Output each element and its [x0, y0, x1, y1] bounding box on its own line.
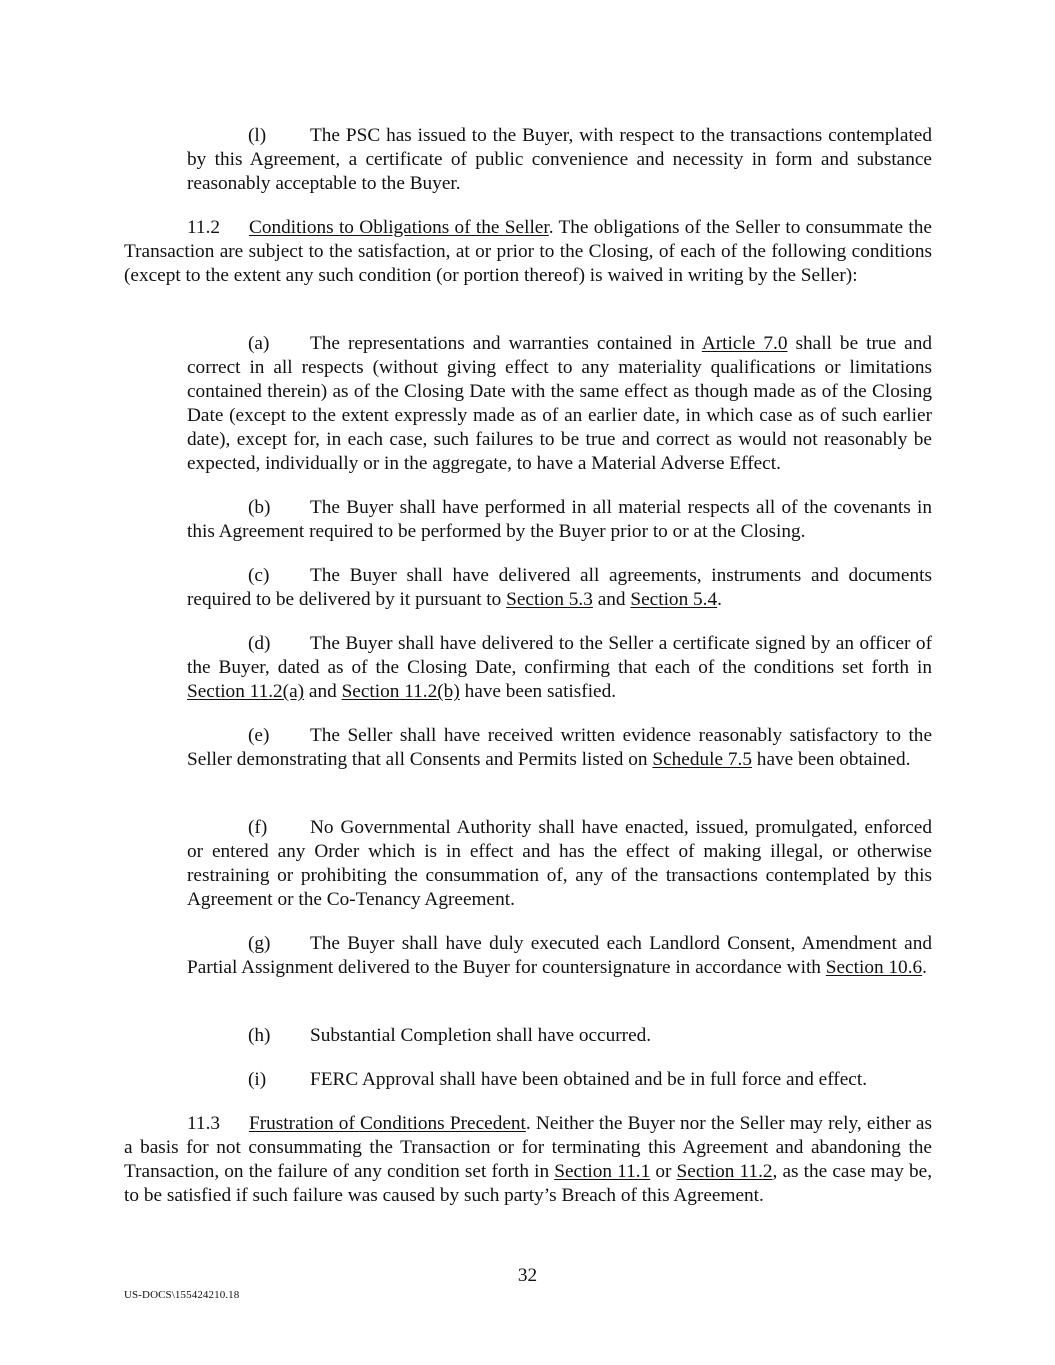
section-number: 11.2: [187, 217, 221, 238]
cross-reference-link[interactable]: Schedule 7.5: [652, 749, 752, 770]
section-11-3: [124, 1112, 932, 1208]
clause-c: [187, 564, 932, 612]
section-text: . Neither the Buyer nor the Seller may rely, either as a basis for not consummating the Transaction or for terminating this Agreement and abandoning the Transaction, on the failure of any condition set forth in: [124, 1113, 932, 1182]
clause-text: The Seller shall have received written evidence reasonably satisfactory to the Seller demonstrating that all Consents and Permits listed on: [187, 725, 932, 770]
cross-reference-link[interactable]: Section 10.6: [825, 957, 923, 978]
cross-reference-link[interactable]: Section 11.2(a): [187, 681, 305, 702]
clause-number: (i): [248, 1069, 267, 1090]
clause-text: The Buyer shall have duly executed each Landlord Consent, Amendment and Partial Assignment delivered to the Buyer for countersignature in accordance with: [187, 933, 932, 978]
cross-reference-link[interactable]: Section 5.3: [506, 589, 593, 610]
clause-f: [187, 816, 932, 912]
clause-text: No Governmental Authority shall have enacted, issued, promulgated, enforced or entered any Order which is in effect and has the effect of making illegal, or otherwise restraining or prohibiting the consummation of, any of the transactions contemplated by this Agreement or the Co-Tenancy Agreement.: [187, 817, 932, 910]
clause-h: [187, 1024, 932, 1048]
section-text: , as the case may be, to be satisfied if such failure was caused by such party’s Breach of this Agreement.: [124, 1161, 933, 1206]
clause-d: [187, 632, 932, 704]
section-number: 11.3: [187, 1113, 221, 1134]
cross-reference-link[interactable]: Section 11.1: [554, 1161, 651, 1182]
clause-text: .: [922, 957, 927, 978]
clause-i: [187, 1068, 932, 1092]
clause-text: Substantial Completion shall have occurred.: [310, 1025, 652, 1046]
clause-text: The Buyer shall have performed in all material respects all of the covenants in this Agreement required to be performed by the Buyer prior to or at the Closing.: [187, 497, 932, 542]
clause-e: [187, 724, 932, 772]
clause-number: (h): [248, 1025, 271, 1046]
clause-number: (e): [248, 725, 270, 746]
clause-number: (c): [248, 565, 270, 586]
clause-text: FERC Approval shall have been obtained and be in full force and effect.: [310, 1069, 868, 1090]
cross-reference-link[interactable]: Section 5.4: [630, 589, 718, 610]
clause-text: shall be true and correct in all respects (without giving effect to any materiality qualifications or limitations contained therein) as of the Closing Date with the same effect as though made as of the Closing Date (except to the extent expressly made as of an earlier date, in which case as of such earlier date), except for, in each case, such failures to be true and correct as would not reasonably be expected, individually or in the aggregate, to have a Material Adverse Effect.: [187, 333, 932, 474]
clause-b: [187, 496, 932, 544]
section-text: . The obligations of the Seller to consummate the Transaction are subject to the satisfaction, at or prior to the Closing, of each of the following conditions (except to the extent any such condition (or portion thereof) is waived in writing by the Seller):: [124, 217, 932, 286]
clause-text: and: [304, 681, 342, 702]
clause-text: have been obtained.: [751, 749, 911, 770]
clause-number: (b): [248, 497, 271, 518]
clause-number: (f): [248, 817, 268, 838]
clause-l: [187, 124, 932, 196]
cross-reference-link[interactable]: Section 11.2: [676, 1161, 773, 1182]
clause-number: (a): [248, 333, 270, 354]
clause-g: [187, 932, 932, 980]
clause-number: (g): [248, 933, 271, 954]
clause-text: .: [717, 589, 722, 610]
section-heading: Conditions to Obligations of the Seller: [249, 217, 549, 238]
clause-text: have been satisfied.: [459, 681, 617, 702]
clause-number: (l): [248, 125, 267, 146]
cross-reference-link[interactable]: Article 7.0: [701, 333, 788, 354]
section-text: or: [650, 1161, 677, 1182]
clause-text: The Buyer shall have delivered all agreements, instruments and documents required to be delivered by it pursuant to: [187, 565, 932, 610]
clause-text: The PSC has issued to the Buyer, with respect to the transactions contemplated by this Agreement, a certificate of public convenience and necessity in form and substance reasonably acceptable to the Buyer.: [187, 125, 932, 194]
clause-a: [187, 332, 932, 476]
cross-reference-link[interactable]: Section 11.2(b): [341, 681, 460, 702]
document-id: US-DOCS\155424210.18: [124, 1289, 240, 1301]
section-heading: Frustration of Conditions Precedent: [249, 1113, 526, 1134]
page-number: 32: [517, 1265, 538, 1286]
clause-text: and: [592, 589, 631, 610]
clause-number: (d): [248, 633, 271, 654]
clause-text: The representations and warranties contained in: [310, 333, 702, 354]
section-11-2: [124, 216, 932, 288]
clause-text: The Buyer shall have delivered to the Seller a certificate signed by an officer of the Buyer, dated as of the Closing Date, confirming that each of the conditions set forth in: [187, 633, 932, 678]
